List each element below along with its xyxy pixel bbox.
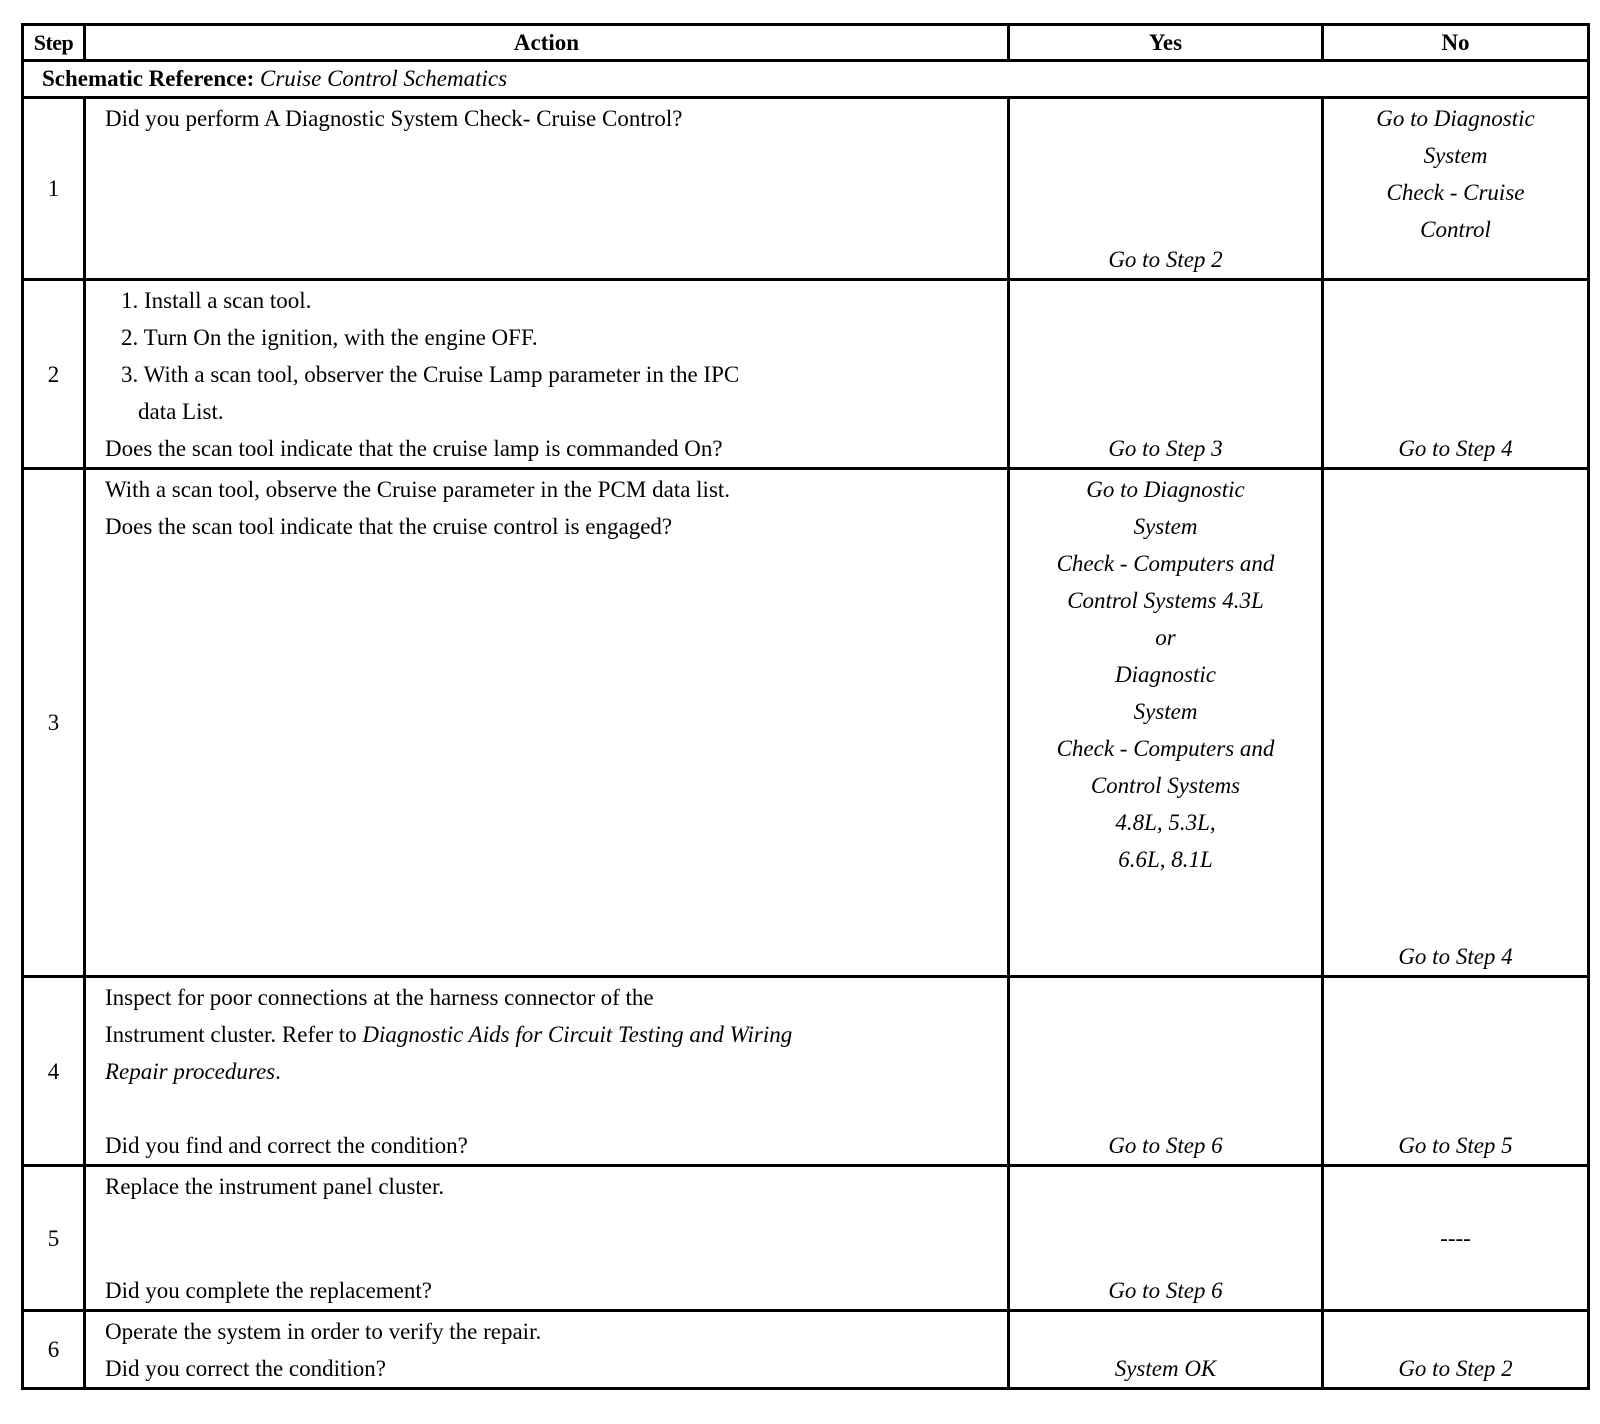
list-item: 3. With a scan tool, observer the Cruise Lamp parameter in the IPC <box>121 362 740 387</box>
action-text: Operate the system in order to verify the repair. <box>105 1319 542 1344</box>
yes-link[interactable]: Go to Step 6 <box>1108 1278 1223 1303</box>
action-text: Inspect for poor connections at the harness connector of the <box>105 985 654 1010</box>
no-link-line: System <box>1423 143 1488 168</box>
schematic-reference-row <box>23 61 1589 98</box>
no-cell <box>1323 98 1589 280</box>
yes-link-line: or <box>1155 625 1176 650</box>
yes-link-line: Control Systems <box>1090 773 1241 798</box>
yes-cell <box>1009 280 1323 469</box>
step-number: 1 <box>23 98 85 280</box>
no-cell <box>1323 469 1589 977</box>
yes-cell <box>1009 977 1323 1166</box>
action-text: Did you perform A Diagnostic System Check- Cruise Control? <box>105 106 683 131</box>
header-step: Step <box>23 25 85 61</box>
diagnostic-table <box>21 23 1590 1390</box>
action-cell <box>85 98 1009 280</box>
action-question: Does the scan tool indicate that the cruise control is engaged? <box>105 514 673 539</box>
yes-link-line: System <box>1133 699 1198 724</box>
action-question: Did you complete the replacement? <box>105 1278 432 1303</box>
header-action: Action <box>85 25 1009 61</box>
action-text-refer-cont <box>105 1053 1007 1090</box>
no-link-line: Control <box>1420 217 1491 242</box>
table-row-step-3 <box>23 469 1589 977</box>
step-number: 2 <box>23 280 85 469</box>
yes-link[interactable]: Go to Step 2 <box>1108 247 1223 272</box>
no-link-line: Check - Cruise <box>1386 180 1525 205</box>
table-row-step-5 <box>23 1166 1589 1311</box>
yes-link-line: System <box>1133 514 1198 539</box>
list-item: 2. Turn On the ignition, with the engine OFF. <box>121 325 538 350</box>
header-no: No <box>1323 25 1589 61</box>
schematic-reference-link[interactable]: Cruise Control Schematics <box>260 66 508 91</box>
yes-cell <box>1009 1311 1323 1389</box>
yes-link-line: Check - Computers and <box>1056 736 1275 761</box>
no-link[interactable]: Go to Step 4 <box>1398 436 1513 461</box>
yes-link-line: Go to Diagnostic <box>1086 477 1245 502</box>
yes-link-line: Check - Computers and <box>1056 551 1275 576</box>
step-number: 4 <box>23 977 85 1166</box>
yes-link[interactable] <box>1010 470 1321 878</box>
action-cell <box>85 469 1009 977</box>
yes-cell <box>1009 469 1323 977</box>
header-yes: Yes <box>1009 25 1323 61</box>
yes-value: System OK <box>1114 1356 1217 1381</box>
table-row-step-2 <box>23 280 1589 469</box>
no-link[interactable]: Go to Step 4 <box>1398 944 1513 969</box>
schematic-reference-colon: : <box>246 66 260 91</box>
procedure-list <box>105 282 1007 430</box>
refer-prefix: Instrument cluster. Refer to <box>105 1022 363 1047</box>
header-row <box>23 25 1589 61</box>
no-link[interactable] <box>1324 99 1587 248</box>
no-cell <box>1323 1166 1589 1311</box>
no-link[interactable]: Go to Step 2 <box>1398 1356 1513 1381</box>
action-cell <box>85 977 1009 1166</box>
repair-procedures-link[interactable]: Repair procedures <box>105 1059 276 1084</box>
yes-cell <box>1009 98 1323 280</box>
yes-cell <box>1009 1166 1323 1311</box>
diagnostic-aids-link[interactable]: Diagnostic Aids for Circuit Testing and Wiring <box>362 1022 793 1047</box>
table-row-step-1 <box>23 98 1589 280</box>
table-row-step-6 <box>23 1311 1589 1389</box>
schematic-reference-label: Schematic Reference <box>42 66 247 91</box>
list-item-continuation: data List. <box>138 399 224 424</box>
action-text: Replace the instrument panel cluster. <box>105 1174 445 1199</box>
action-text-refer <box>105 1016 1007 1053</box>
list-item: 1. Install a scan tool. <box>121 288 312 313</box>
refer-suffix: . <box>275 1059 281 1084</box>
no-value: ---- <box>1440 1225 1471 1251</box>
action-question: Did you find and correct the condition? <box>105 1133 468 1158</box>
step-number: 6 <box>23 1311 85 1389</box>
yes-link-line: Diagnostic <box>1115 662 1216 687</box>
yes-link[interactable]: Go to Step 6 <box>1108 1133 1223 1158</box>
step-number: 5 <box>23 1166 85 1311</box>
no-cell <box>1323 977 1589 1166</box>
action-question: Does the scan tool indicate that the cruise lamp is commanded On? <box>105 436 723 461</box>
action-cell <box>85 280 1009 469</box>
no-cell <box>1323 280 1589 469</box>
yes-link-line: 6.6L, 8.1L <box>1118 847 1213 872</box>
action-text: With a scan tool, observe the Cruise parameter in the PCM data list. <box>105 477 731 502</box>
yes-link-line: 4.8L, 5.3L, <box>1115 810 1216 835</box>
step-number: 3 <box>23 469 85 977</box>
no-cell <box>1323 1311 1589 1389</box>
action-cell <box>85 1166 1009 1311</box>
spacer <box>105 1090 1007 1127</box>
action-cell <box>85 1311 1009 1389</box>
no-link[interactable]: Go to Step 5 <box>1398 1133 1513 1158</box>
yes-link[interactable]: Go to Step 3 <box>1108 436 1223 461</box>
action-question: Did you correct the condition? <box>105 1356 387 1381</box>
yes-link-line: Control Systems 4.3L <box>1067 588 1264 613</box>
no-link-line: Go to Diagnostic <box>1376 106 1535 131</box>
table-row-step-4 <box>23 977 1589 1166</box>
schematic-reference <box>23 61 1589 98</box>
